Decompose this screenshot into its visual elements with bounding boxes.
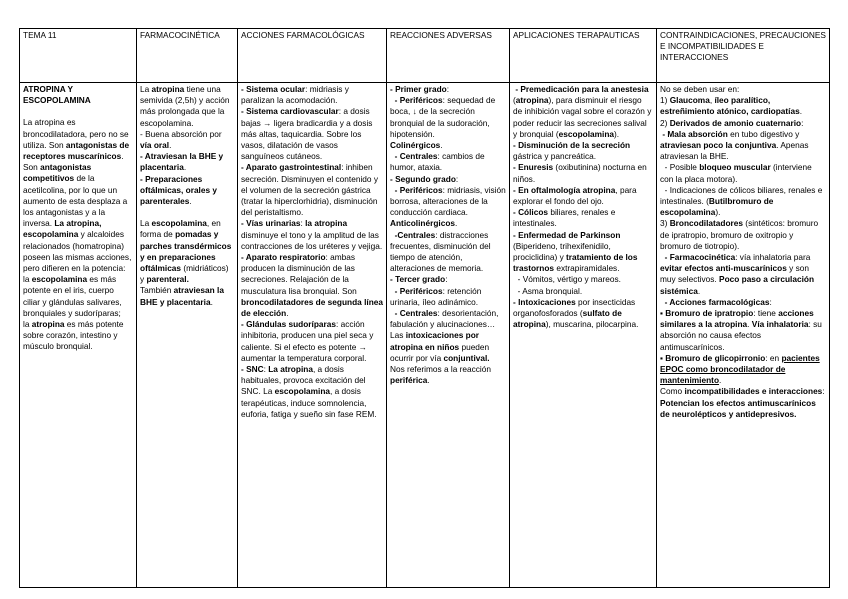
accion-ocular: - Sistema ocular: midriasis y paralizan la acomodación. [241,84,349,106]
grado-2-perifericos: - Periféricos: midriasis, visión borrosa, alteraciones de la conducción cardiaca. [390,184,506,218]
aplic-parkinson: - Enfermedad de Parkinson (Biperideno, trihexifenidilo, prociclidina) y tratamiento de los trastornos extrapiramidales. [513,229,638,274]
aplic-premedicacion: - Premedicación para la anestesia (atropina), para disminuir el riesgo de inhibición vagal sobre el corazón y poder reducir las secreciones salival y bronquial (escopolamina). [513,84,652,139]
header-tema: TEMA 11 [20,29,137,83]
aplic-colicos: - Cólicos biliares, renales e intestinales. [513,207,616,229]
pk-bhe: - Atraviesan la BHE y placentaria. [140,151,224,173]
grado-1: - Primer grado: [390,84,450,94]
grado-2: - Segundo grado: [390,173,459,184]
contra-2: 2) Derivados de amonio cuaternario: [660,117,804,128]
header-farmacocinetica: FARMACOCINÉTICA [137,29,238,83]
grado-3-perifericos: - Periféricos: retención urinaria, íleo adinámico. [390,285,482,307]
aplic-oftalmologia: - En oftalmología atropina, para explorar el fondo del ojo. [513,184,637,207]
contra-glicopirronio: ▪ Bromuro de glicopirronio: en pacientes EPOC como broncodilatador de mantenimiento. [660,352,820,386]
contra-1: 1) Glaucoma, íleo paralítico, estreñimiento atónico, cardiopatías. [660,95,803,117]
contra-farmacocinetica: - Farmacocinética: vía inhalatoria para evitar efectos anti-muscarínicos y son muy selectivos. Poco paso a circulación sistémica. [660,252,815,296]
pk-atropina: La atropina tiene una semivida (2,5h) y acción más prolongada que la escopolamina. [140,84,230,128]
header-acciones: ACCIONES FARMACOLÓGICAS [238,29,387,83]
body-row [20,83,830,588]
accion-urinarias: - Vías urinarias: la atropina disminuye el tono y la amplitud de las contracciones de los uréteres y vejiga. [241,218,383,251]
aplic-intoxicaciones: - Intoxicaciones por insecticidas organofosforados (sulfato de atropina), muscarina, pilocarpina. [513,296,639,330]
pk-absorcion: - Buena absorción por vía oral. [140,128,222,151]
cell-contraindicaciones [657,83,830,588]
contra-absorcion: - Mala absorción en tubo digestivo y atraviesan poco la conjuntiva. Apenas atraviesan la BHE. [660,128,809,162]
grado-3-centrales: - Centrales: desorientación, fabulación y alucinaciones… [390,308,499,330]
grado-2-anticolinergicos: Anticolinérgicos. [390,218,458,229]
contra-3: 3) Broncodilatadores (sintéticos: bromuro de ipratropio, bromuro de oxitropio y bromuro de tiotropio). [660,218,819,251]
tema-text-2: la atropina es más potente sobre corazón, intestino y músculo bronquial. [23,319,124,352]
grado-1-colinergicos: Colinérgicos. [390,140,443,151]
accion-cardiovascular: - Sistema cardiovascular: a dosis bajas → ligera bradicardia y a dosis más altas, taquicardia. Sobre los vasos, dilatación de vasos sanguíneos cutáneos. [241,106,373,162]
cell-tema [20,83,137,588]
header-contraindicaciones: CONTRAINDICACIONES, PRECAUCIONES E INCOMPATIBILIDADES E INTERACCIONES [657,29,830,83]
contra-indicaciones: - Indicaciones de cólicos biliares, renales e intestinales. (Butilbromuro de escopolamina). [660,184,823,218]
accion-respiratorio: - Aparato respiratorio: ambas producen la disminución de las secreciones. Relajación de la musculatura lisa bronquial. Son broncodilatadores de segunda línea de elección. [241,252,383,319]
contra-interacciones: Como incompatibilidades e interacciones: Potencian los efectos antimuscarínicos de neurolépticos y antidepresivos. [660,386,825,419]
pk-escopolamina: La escopolamina, en forma de pomadas y parches transdérmicos y en preparaciones oftálmicas (midriáticos) y parenteral. [140,218,232,285]
contra-ipratropio: ▪ Bromuro de ipratropio: tiene acciones similares a la atropina. Vía inhalatoria: su absorción no causa efectos antimuscarínicos. [660,308,822,352]
grado-1-perifericos: - Periféricos: sequedad de boca, ↓ de la secreción bronquial de la sudoración, hipotensión. [390,95,496,139]
accion-gastrointestinal: - Aparato gastrointestinal: inhiben secreción. Disminuyen el contenido y el volumen de la secreción gástrica (tratar la hiperclorhidria), disminución del peristaltismo. [241,162,378,218]
tema-text: La atropina es broncodilatadora, pero no se utiliza. Son antagonistas de receptores muscarínicos. Son antagonistas competitivos de la acetilcolina, por lo que un aumento de esta desplaza a los antagonistas y a la inversa. La atropina, escopolamina y alcaloides relacionados (homatropina) poseen las mismas acciones, pero difieren en la potencia: la escopolamina es más potente en el iris, cuerpo ciliar y glándulas salivares, bronquiales y sudoríparas; [23,117,132,318]
header-reacciones: REACCIONES ADVERSAS [387,29,510,83]
intoxicaciones: Las intoxicaciones por atropina en niños pueden ocurrir por vía conjuntival. Nos referimos a la reacción periférica. [390,330,491,386]
grado-3: - Tercer grado: [390,274,448,285]
pk-escopolamina-bhe: También atraviesan la BHE y placentaria. [140,285,224,307]
pk-preparaciones: - Preparaciones oftálmicas, orales y parenterales. [140,173,218,207]
drug-title: ATROPINA Y ESCOPOLAMINA [23,84,91,106]
contra-bloqueo: - Posible bloqueo muscular (interviene con la placa motora). [660,162,812,184]
contra-intro: No se deben usar en: [660,84,740,94]
grado-1-centrales: - Centrales: cambios de humor, ataxia. [390,151,485,173]
grado-2-centrales: -Centrales: distracciones frecuentes, disminución del tiempo de atención, alteraciones de memoria. [390,229,491,274]
header-row [20,29,830,83]
cell-reacciones [387,83,510,588]
cell-farmacocinetica [137,83,238,588]
aplic-enuresis: - Enuresis (oxibutinina) nocturna en niños. [513,162,647,184]
contra-acciones: - Acciones farmacológicas: [664,296,772,307]
aplic-asma: - Asma bronquial. [517,285,583,296]
aplic-secrecion: - Disminución de la secreción gástrica y pancreática. [513,140,631,162]
accion-sudoriparas: - Glándulas sudoríparas: acción inhibitoria, producen una piel seca y caliente. Si el efecto es potente → aumentar la temperatura corporal. [241,319,374,363]
pharmacology-table [19,28,830,588]
accion-snc: - SNC: La atropina, a dosis habituales, provoca excitación del SNC. La escopolamina, a dosis terapéuticas, induce somnolencia, euforia, fatiga y sueño sin fase REM. [241,364,377,419]
aplic-vomitos: - Vómitos, vértigo y mareos. [517,274,621,285]
cell-aplicaciones [510,83,657,588]
header-aplicaciones: APLICACIONES TERAPAUTICAS [510,29,657,83]
cell-acciones [238,83,387,588]
